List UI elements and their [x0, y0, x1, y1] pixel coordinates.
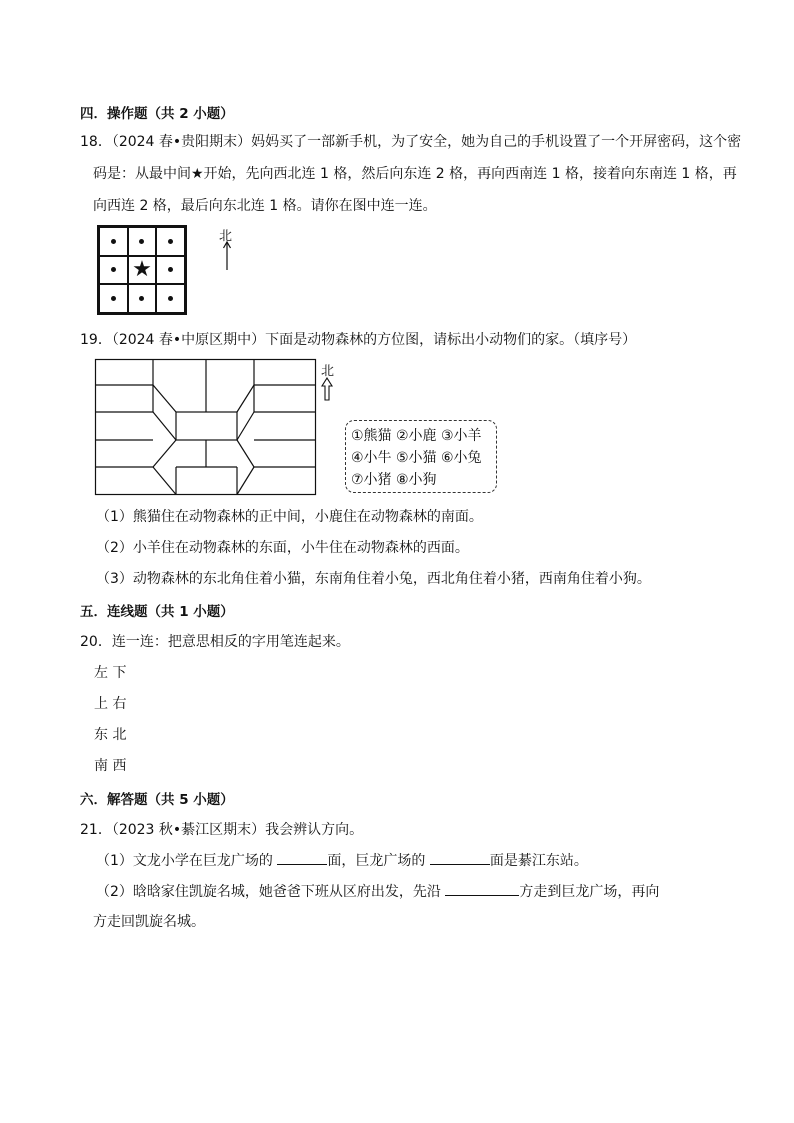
grid-cell[interactable] [128, 284, 157, 313]
north-label: 北 [321, 364, 335, 379]
password-grid[interactable] [97, 225, 187, 315]
north-arrow-icon [221, 240, 233, 270]
dot [139, 296, 144, 301]
word-pair-row[interactable]: 东 北 [94, 727, 127, 743]
forest-map[interactable] [94, 358, 318, 498]
word-pair-row[interactable]: 南 西 [94, 758, 127, 774]
text-fragment: 面，巨龙广场的 [327, 853, 426, 869]
text-fragment: 方走到巨龙广场，再向 [519, 884, 660, 900]
grid-cell[interactable] [156, 256, 185, 285]
text-fragment: （1）文龙小学在巨龙广场的 [96, 853, 273, 869]
dot [168, 239, 173, 244]
grid-cell[interactable] [156, 227, 185, 256]
grid-cell[interactable] [99, 227, 128, 256]
grid-cell-center[interactable] [128, 256, 157, 285]
section-title: 六．解答题（共 5 小题） [80, 792, 234, 808]
answer-blank[interactable] [277, 850, 327, 865]
star-icon: ★ [132, 256, 152, 282]
question-text: 18．（2024 春•贵阳期末）妈妈买了一部新手机，为了安全，她为自己的手机设置了一个开屏密码，这个密 [80, 134, 742, 150]
question-text: 21．（2023 秋•綦江区期末）我会辨认方向。 [80, 822, 364, 838]
dot [111, 296, 116, 301]
sub-question: （2）小羊住在动物森林的东面，小牛住在动物森林的西面。 [96, 540, 469, 556]
sub-question: （1）熊猫住在动物森林的正中间，小鹿住在动物森林的南面。 [96, 509, 483, 525]
dot [111, 239, 116, 244]
grid-cell[interactable] [99, 284, 128, 313]
answer-blank[interactable] [430, 850, 490, 865]
north-hollow-arrow-icon [320, 377, 334, 401]
grid-cell[interactable] [156, 284, 185, 313]
sub-question: （3）动物森林的东北角住着小猫，东南角住着小兔，西北角住着小猪，西南角住着小狗。 [96, 571, 651, 587]
dot [111, 267, 116, 272]
sub-question [96, 850, 588, 871]
text-fragment: （2）晗晗家住凯旋名城，她爸爸下班从区府出发，先沿 [96, 884, 441, 900]
grid-cell[interactable] [128, 227, 157, 256]
question-text: 19．（2024 春•中原区期中）下面是动物森林的方位图，请标出小动物们的家。（填序号） [80, 332, 637, 348]
grid-cell[interactable] [99, 256, 128, 285]
north-label: 北 [219, 229, 233, 244]
question-text: 码是：从最中间★开始，先向西北连 1 格，然后向东连 2 格，再向西南连 1 格，接着向东南连 1 格，再 [93, 166, 737, 182]
word-pair-row[interactable]: 上 右 [94, 696, 127, 712]
dot [168, 296, 173, 301]
animal-legend [345, 420, 497, 493]
text-fragment: 面是綦江东站。 [489, 853, 588, 869]
word-pair-row[interactable]: 左 下 [94, 665, 127, 681]
legend-line: ①熊猫 ②小鹿 ③小羊 [351, 428, 482, 444]
section-title: 五．连线题（共 1 小题） [80, 604, 234, 620]
answer-blank[interactable] [445, 881, 519, 896]
legend-line: ⑦小猪 ⑧小狗 [351, 472, 437, 488]
section-title: 四．操作题（共 2 小题） [80, 106, 234, 122]
dot [139, 239, 144, 244]
question-text: 20．连一连：把意思相反的字用笔连起来。 [80, 634, 350, 650]
dot [168, 267, 173, 272]
legend-line: ④小牛 ⑤小猫 ⑥小兔 [351, 450, 482, 466]
sub-question-continued: 方走回凯旋名城。 [93, 914, 205, 930]
sub-question [96, 881, 659, 902]
question-text: 向西连 2 格，最后向东北连 1 格。请你在图中连一连。 [93, 198, 437, 214]
